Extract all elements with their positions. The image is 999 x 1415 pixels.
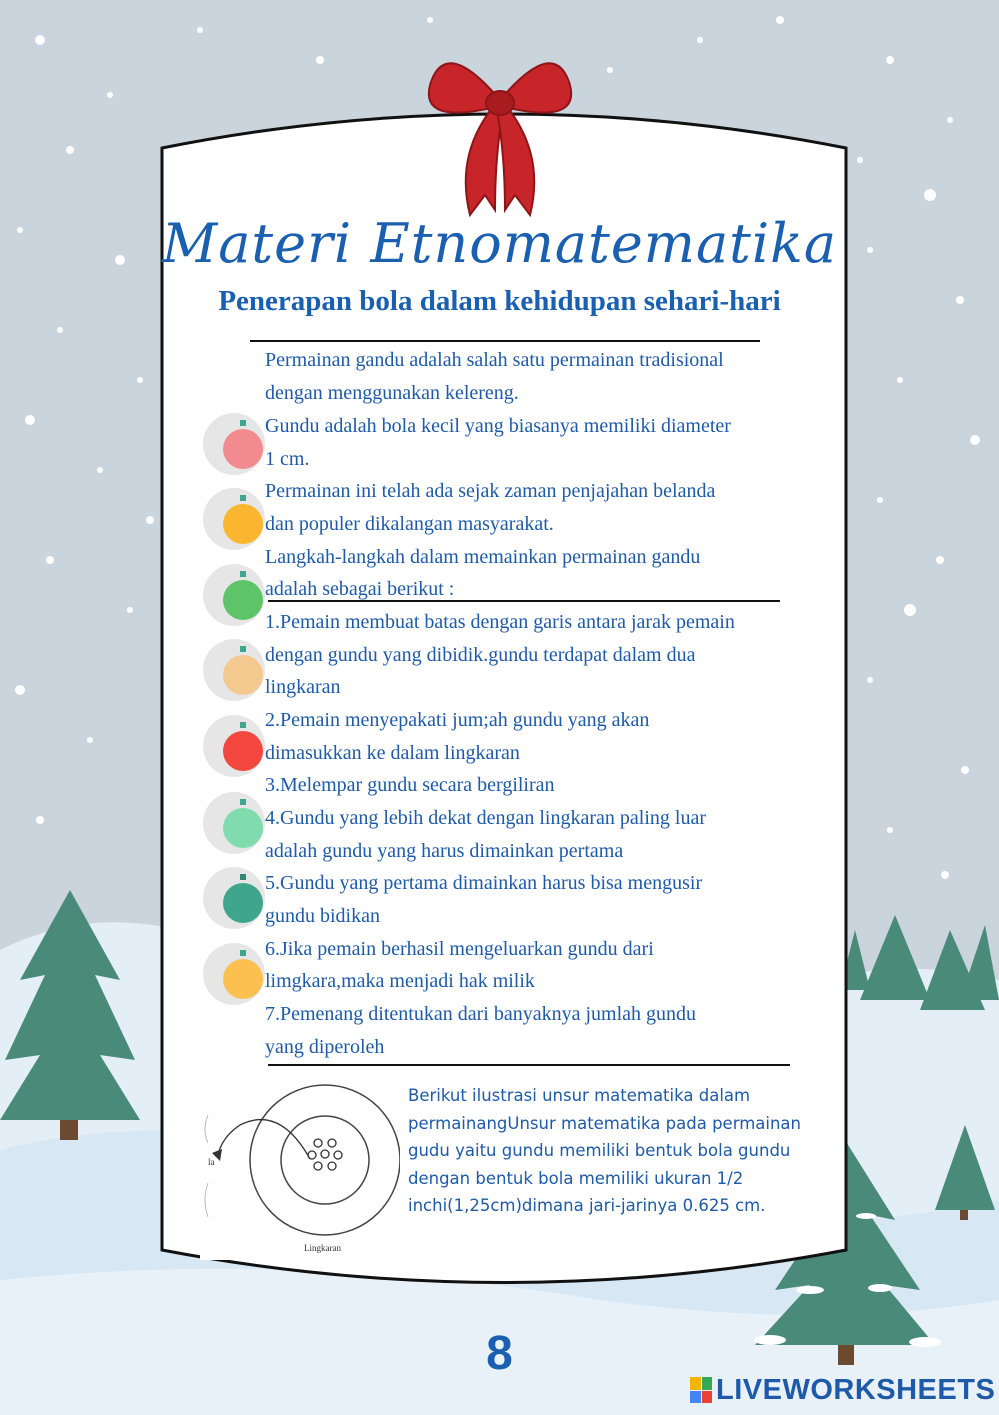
page-title: Materi Etnomatematika bbox=[161, 212, 838, 275]
step-line: 4.Gundu yang lebih dekat dengan lingkaran paling luar bbox=[265, 807, 706, 829]
page-number: 8 bbox=[486, 1327, 513, 1380]
red-ornament-icon bbox=[202, 714, 266, 778]
diagram-marker-label: la bbox=[208, 1157, 215, 1167]
peach-ornament-icon bbox=[202, 638, 266, 702]
pink-ornament-icon bbox=[202, 412, 266, 476]
body-line: Permainan ini telah ada sejak zaman penjajahan belanda bbox=[265, 480, 716, 502]
body-line: dan populer dikalangan masyarakat. bbox=[265, 513, 554, 535]
divider-bottom bbox=[268, 1064, 790, 1066]
gold-ornament-icon bbox=[202, 942, 266, 1006]
liveworksheets-logo bbox=[690, 1373, 995, 1407]
step-line: 2.Pemain menyepakati jum;ah gundu yang akan bbox=[265, 709, 650, 731]
yellow-ornament-icon bbox=[202, 487, 266, 551]
ornament-ball bbox=[223, 429, 263, 469]
body-line: Langkah-langkah dalam memainkan permainan gandu bbox=[265, 546, 701, 568]
mint-ornament-icon bbox=[202, 791, 266, 855]
step-line: lingkaran bbox=[265, 676, 341, 698]
body-line: dengan menggunakan kelereng. bbox=[265, 382, 519, 404]
brand-name: LIVEWORKSHEETS bbox=[716, 1373, 996, 1406]
body-line: 1 cm. bbox=[265, 448, 310, 470]
step-line: adalah gundu yang harus dimainkan pertama bbox=[265, 840, 624, 862]
teal-ornament-icon bbox=[202, 866, 266, 930]
step-line: limgkara,maka menjadi hak milik bbox=[265, 970, 535, 992]
liveworksheets-logo-icon bbox=[690, 1377, 712, 1403]
body-line: Permainan gandu adalah salah satu permainan tradisional bbox=[265, 349, 724, 371]
diagram-caption: Lingkaran bbox=[304, 1243, 341, 1253]
green-ornament-icon bbox=[202, 563, 266, 627]
step-line: dimasukkan ke dalam lingkaran bbox=[265, 742, 520, 764]
page-subtitle: Penerapan bola dalam kehidupan sehari-hari bbox=[218, 285, 781, 317]
step-line: 7.Pemenang ditentukan dari banyaknya jumlah gundu bbox=[265, 1003, 697, 1025]
divider-top bbox=[250, 340, 760, 342]
step-line: yang diperoleh bbox=[265, 1036, 385, 1058]
body-line: Gundu adalah bola kecil yang biasanya memiliki diameter bbox=[265, 415, 731, 437]
red-bow-icon bbox=[415, 45, 585, 220]
step-line: 1.Pemain membuat batas dengan garis antara jarak pemain bbox=[265, 611, 735, 633]
step-line: 6.Jika pemain berhasil mengeluarkan gundu dari bbox=[265, 938, 654, 960]
step-line: 3.Melempar gundu secara bergiliran bbox=[265, 774, 555, 796]
marble-circle-diagram bbox=[200, 1075, 400, 1260]
body-line: adalah sebagai berikut : bbox=[265, 578, 455, 600]
step-line: 5.Gundu yang pertama dimainkan harus bisa mengusir bbox=[265, 872, 703, 894]
step-line: dengan gundu yang dibidik.gundu terdapat dalam dua bbox=[265, 644, 696, 666]
illustration-description: Berikut ilustrasi unsur matematika dalam permainangUnsur matematika pada permainan gudu yaitu gundu memiliki bentuk bola gundu dengan bentuk bola memiliki ukuran 1/2 inchi(1,25cm)dimana jari-jarinya 0.625 cm. bbox=[408, 1086, 801, 1215]
step-line: gundu bidikan bbox=[265, 905, 380, 927]
